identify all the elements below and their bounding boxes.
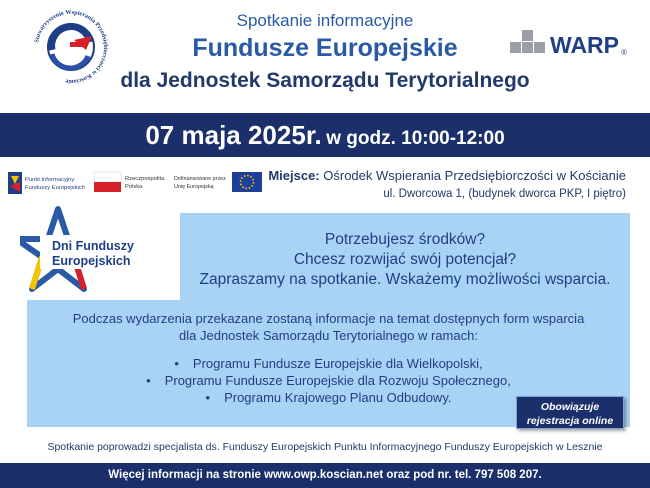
registration-line-2: rejestracja online	[526, 415, 614, 427]
warp-squares-icon	[510, 30, 545, 53]
program-item: • Programu Krajowego Planu Odbudowy.	[27, 389, 630, 406]
venue-label: Miejsce:	[268, 168, 320, 183]
venue-address: ul. Dworcowa 1, (budynek dworca PKP, I piętro)	[383, 188, 626, 200]
registration-line-1: Obowiązuje	[540, 401, 600, 413]
contact-bar: Więcej informacji na stronie www.owp.koscian.net oraz pod nr. tel. 797 508 207.	[0, 463, 650, 488]
venue-name: Ośrodek Wspierania Przedsiębiorczości w Kościanie	[323, 168, 626, 183]
event-time: w godz. 10:00-12:00	[326, 128, 505, 149]
question-1: Potrzebujesz środków?	[324, 231, 486, 248]
eu-flag-logo	[174, 172, 262, 192]
rp-text-1: Rzeczpospolita	[125, 176, 165, 182]
speaker-note: Spotkanie poprowadzi specjalista ds. Funduszy Europejskich Punktu Informacyjnego Funduszy Europejskich w Lesznie	[47, 441, 603, 453]
description-line-2: dla Jednostek Samorządu Terytorialnego w ramach:	[179, 328, 478, 343]
questions-panel	[180, 213, 630, 303]
dni-funduszy-logo	[20, 205, 180, 297]
warp-registered-mark: ®	[621, 48, 627, 57]
event-header	[110, 10, 540, 96]
pifre-logo	[8, 172, 85, 194]
eu-text-2: Unię Europejską	[174, 184, 214, 190]
description-line-1: Podczas wydarzenia przekazane zostaną informacje na temat dostępnych form wsparcia	[72, 311, 585, 326]
program-item: • Programu Fundusze Europejskie dla Rozwoju Społecznego,	[27, 372, 630, 389]
registration-badge	[516, 396, 624, 429]
pifre-text-2: Funduszy Europejskich	[25, 185, 85, 191]
question-2: Chcesz rozwijać swój potencjał?	[293, 251, 517, 268]
date-bar	[0, 113, 650, 157]
event-description	[27, 310, 630, 344]
pifre-text-1: Punkt Informacyjny	[25, 177, 75, 183]
event-title: Fundusze Europejskie	[192, 34, 458, 62]
event-type: Spotkanie informacyjne	[236, 11, 414, 30]
dni-logo-line2: Europejskich	[52, 254, 131, 268]
program-item: • Programu Fundusze Europejskie dla Wielkopolski,	[27, 355, 630, 372]
owp-stowarzyszenie-logo-icon	[30, 6, 112, 88]
rp-text-2: Polska	[125, 184, 143, 190]
warp-logo-text: WARP	[550, 32, 619, 58]
partner-logos	[8, 170, 263, 198]
venue-info	[268, 167, 626, 203]
logo-ring-text: Stowarzyszenie Wspierania Przedsiębiorczości w Kościanie	[33, 8, 110, 86]
warp-logo	[510, 24, 630, 60]
dni-logo-line1: Dni Funduszy	[52, 239, 134, 253]
question-3: Zapraszamy na spotkanie. Wskażemy możliwości wsparcia.	[199, 271, 611, 288]
event-date: 07 maja 2025r.	[145, 120, 322, 150]
rzeczpospolita-flag-logo	[94, 172, 165, 192]
event-subtitle: dla Jednostek Samorządu Terytorialnego	[120, 69, 530, 92]
eu-text-1: Dofinansowane przez	[174, 176, 226, 182]
